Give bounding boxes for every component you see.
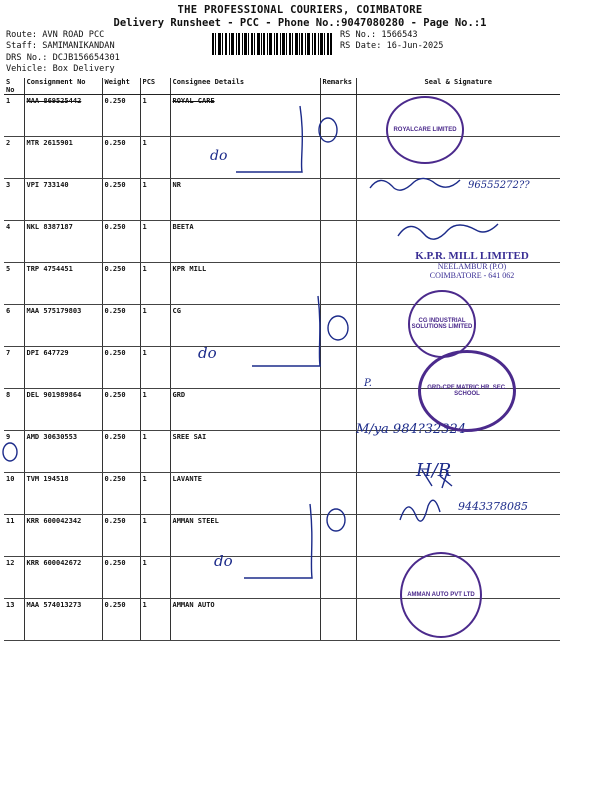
row-signature <box>356 599 560 641</box>
table-row <box>4 557 560 599</box>
row-signature <box>356 431 560 473</box>
row-signature <box>356 95 560 137</box>
table-row <box>4 431 560 473</box>
row-remarks <box>320 473 356 515</box>
barcode-image <box>212 33 332 55</box>
ditto-mark-3: do <box>214 552 233 570</box>
row-sno: 2 <box>4 137 24 179</box>
row-sno: 13 <box>4 599 24 641</box>
row-consignee: NR <box>170 179 320 221</box>
row-remarks <box>320 95 356 137</box>
row-signature <box>356 515 560 557</box>
row-pcs: 1 <box>140 305 170 347</box>
row-weight: 0.250 <box>102 347 140 389</box>
grd-stamp-text: GRD-CPF MATRIC HR. SEC. SCHOOL <box>427 385 507 397</box>
col-consignee-header: Consignee Details <box>170 78 320 95</box>
row-weight: 0.250 <box>102 137 140 179</box>
row-sno: 10 <box>4 473 24 515</box>
row-pcs: 1 <box>140 431 170 473</box>
table-row <box>4 473 560 515</box>
row-remarks <box>320 305 356 347</box>
table-row <box>4 137 560 179</box>
col-sno-header: S No <box>4 78 24 95</box>
staff-label: Staff: SAMIMANIKANDAN <box>6 41 115 51</box>
row-consignee: AMMAN AUTO <box>170 599 320 641</box>
row-remarks <box>320 431 356 473</box>
row-sno: 6 <box>4 305 24 347</box>
row-weight: 0.250 <box>102 95 140 137</box>
table-row <box>4 389 560 431</box>
col-weight-header: Weight <box>102 78 140 95</box>
row-sno: 8 <box>4 389 24 431</box>
row-pcs: 1 <box>140 137 170 179</box>
row-signature <box>356 137 560 179</box>
row-signature <box>356 347 560 389</box>
row-weight: 0.250 <box>102 431 140 473</box>
table-row <box>4 305 560 347</box>
cg-stamp-text: CG INDUSTRIAL SOLUTIONS LIMITED <box>411 318 473 330</box>
row-sno: 1 <box>4 95 24 137</box>
row-consignment-no: TRP 4754451 <box>24 263 102 305</box>
row-pcs: 1 <box>140 221 170 263</box>
table-row <box>4 515 560 557</box>
row-signature <box>356 305 560 347</box>
table-row <box>4 221 560 263</box>
p-sign: P. <box>364 378 372 389</box>
ditto-mark-1: do <box>210 148 228 164</box>
col-consignment-header: Consignment No <box>24 78 102 95</box>
row-weight: 0.250 <box>102 473 140 515</box>
row-consignee: AMMAN STEEL <box>170 515 320 557</box>
row-remarks <box>320 557 356 599</box>
phone-note-1: 96555272?? <box>468 180 530 191</box>
row-remarks <box>320 263 356 305</box>
row-pcs: 1 <box>140 557 170 599</box>
row-signature <box>356 389 560 431</box>
row-remarks <box>320 137 356 179</box>
row-pcs: 1 <box>140 599 170 641</box>
row-consignment-no: DPI 647729 <box>24 347 102 389</box>
row-consignee <box>170 137 320 179</box>
row-consignment-no: DEL 901989864 <box>24 389 102 431</box>
row-weight: 0.250 <box>102 557 140 599</box>
row-sno: 9 <box>4 431 24 473</box>
row-pcs: 1 <box>140 179 170 221</box>
row-consignee <box>170 557 320 599</box>
row-remarks <box>320 347 356 389</box>
row-consignee: KPR MILL <box>170 263 320 305</box>
row-signature <box>356 179 560 221</box>
rs-number: RS No.: 1566543 <box>340 30 418 40</box>
row-consignment-no: MAA 575179803 <box>24 305 102 347</box>
row-consignee: CG <box>170 305 320 347</box>
row-consignee <box>170 347 320 389</box>
row-consignee: ROYAL CARE <box>170 95 320 137</box>
royal-care-stamp-text: ROYALCARE LIMITED <box>393 127 457 133</box>
row-weight: 0.250 <box>102 599 140 641</box>
ditto-mark-2: do <box>198 344 217 362</box>
row-sno: 4 <box>4 221 24 263</box>
table-header-row <box>4 78 560 95</box>
runsheet-subtitle: Delivery Runsheet - PCC - Phone No.:9047080280 - Page No.:1 <box>113 17 487 29</box>
amman-stamp-text: AMMAN AUTO PVT LTD <box>407 592 475 598</box>
kpr-stamp-name: K.P.R. MILL LIMITED <box>415 250 529 262</box>
row-signature <box>356 263 560 305</box>
row-pcs: 1 <box>140 95 170 137</box>
row-consignment-no: MAA 574013273 <box>24 599 102 641</box>
row-pcs: 1 <box>140 347 170 389</box>
row-consignment-no: NKL 8387187 <box>24 221 102 263</box>
row-sno: 3 <box>4 179 24 221</box>
row-remarks <box>320 389 356 431</box>
row-pcs: 1 <box>140 263 170 305</box>
row-pcs: 1 <box>140 515 170 557</box>
row-sno: 5 <box>4 263 24 305</box>
table-row <box>4 179 560 221</box>
table-row <box>4 599 560 641</box>
row-sno: 11 <box>4 515 24 557</box>
row-remarks <box>320 599 356 641</box>
row-consignee: SREE SAI <box>170 431 320 473</box>
row-consignment-no: KRR 600042672 <box>24 557 102 599</box>
row-weight: 0.250 <box>102 179 140 221</box>
drs-number: DRS No.: DCJB156654301 <box>6 53 120 63</box>
row-consignment-no: KRR 600042342 <box>24 515 102 557</box>
row-pcs: 1 <box>140 389 170 431</box>
row-consignment-no: AMD 30630553 <box>24 431 102 473</box>
row-consignee: GRD <box>170 389 320 431</box>
col-remarks-header: Remarks <box>320 78 356 95</box>
kpr-stamp-city: COIMBATORE - 641 062 <box>429 271 515 280</box>
row-weight: 0.250 <box>102 305 140 347</box>
runsheet-title: THE PROFESSIONAL COURIERS, COIMBATORE <box>177 4 423 16</box>
col-pcs-header: PCS <box>140 78 170 95</box>
row-consignment-no: TVM 194518 <box>24 473 102 515</box>
table-row <box>4 263 560 305</box>
row-weight: 0.250 <box>102 515 140 557</box>
route-label: Route: AVN ROAD PCC <box>6 30 105 40</box>
table-row <box>4 95 560 137</box>
phone-note-2: 9443378085 <box>458 500 528 513</box>
table-row <box>4 347 560 389</box>
row-weight: 0.250 <box>102 389 140 431</box>
row-consignee: BEETA <box>170 221 320 263</box>
vehicle-label: Vehicle: Box Delivery <box>6 64 115 74</box>
row-signature <box>356 557 560 599</box>
row-weight: 0.250 <box>102 221 140 263</box>
col-signature-header: Seal & Signature <box>356 78 560 95</box>
mobile-note: M/ya 984?32324 <box>356 422 467 437</box>
row-signature <box>356 473 560 515</box>
row-sno: 12 <box>4 557 24 599</box>
row-consignment-no: VPI 733140 <box>24 179 102 221</box>
row-remarks <box>320 179 356 221</box>
row-consignment-no: MAA 869525442 <box>24 95 102 137</box>
row-consignment-no: MTR 2615901 <box>24 137 102 179</box>
runsheet-table <box>4 78 560 641</box>
row-signature <box>356 221 560 263</box>
row-weight: 0.250 <box>102 263 140 305</box>
row-consignee: LAVANTE <box>170 473 320 515</box>
row-sno: 7 <box>4 347 24 389</box>
row-remarks <box>320 515 356 557</box>
hr-note: H/R <box>416 460 452 481</box>
row-pcs: 1 <box>140 473 170 515</box>
row-remarks <box>320 221 356 263</box>
rs-date: RS Date: 16-Jun-2025 <box>340 41 444 51</box>
kpr-stamp-place: NEELAMBUR (P.O) <box>437 262 507 271</box>
